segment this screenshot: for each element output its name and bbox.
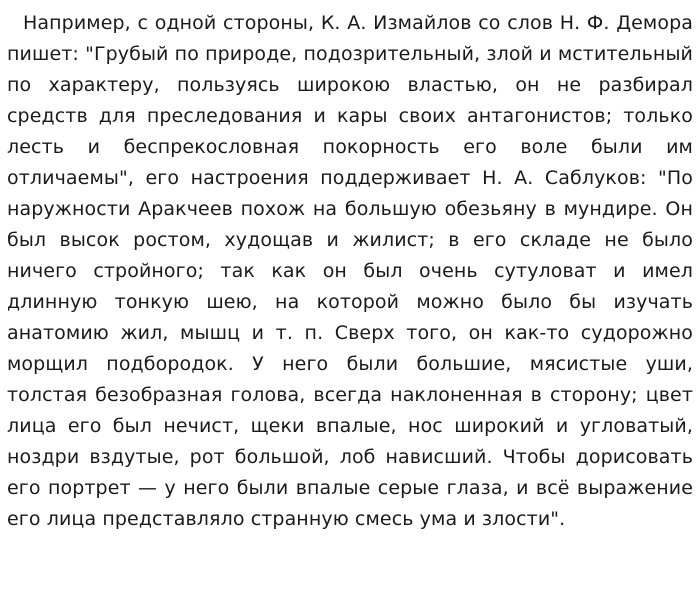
document-page bbox=[7, 8, 693, 535]
body-paragraph: Например, с одной стороны, К. А. Измайлов со слов Н. Ф. Демора пишет: "Грубый по природе, подозрительный, злой и мстительный по характеру, пользуясь широкою властью, он не разбирал средств для преследования и кары своих антагонистов; только лесть и беспрекословная покорность его воле были им отличаемы", его настроения поддерживает Н. А. Саблуков: "По наружности Аракчеев похож на большую обезьяну в мундире. Он был высок ростом, худощав и жилист; в его складе не было ничего стройного; так как он был очень сутуловат и имел длинную тонкую шею, на которой можно было бы изучать анатомию жил, мышц и т. п. Сверх того, он как-то судорожно морщил подбородок. У него были большие, мясистые уши, толстая безобразная голова, всегда наклоненная в сторону; цвет лица его был нечист, щеки впалые, нос широкий и угловатый, ноздри вздутые, рот большой, лоб нависший. Чтобы дорисовать его портрет — у него были впалые серые глаза, и всё выражение его лица представляло странную смесь ума и злости". bbox=[7, 12, 693, 530]
